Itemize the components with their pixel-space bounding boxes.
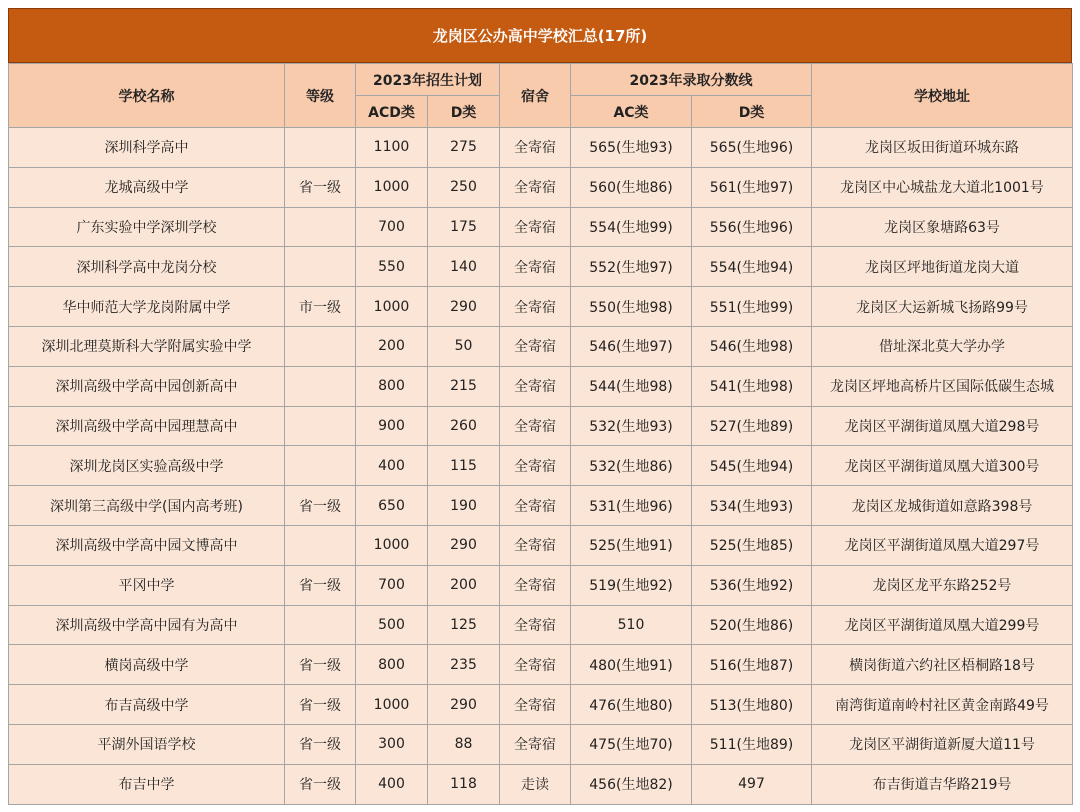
level-cell: 省一级	[285, 167, 356, 207]
address-cell: 龙岗区坂田街道环城东路	[812, 128, 1073, 168]
table-row	[9, 446, 1073, 486]
table-row	[9, 685, 1073, 725]
d-score-cell: 525(生地85)	[692, 525, 812, 565]
table-row	[9, 525, 1073, 565]
school-name-cell: 深圳北理莫斯科大学附属实验中学	[9, 326, 285, 366]
school-name-cell: 平湖外国语学校	[9, 724, 285, 764]
ac-score-cell: 476(生地80)	[571, 685, 692, 725]
address-cell: 南湾街道南岭村社区黄金南路49号	[812, 685, 1073, 725]
ac-score-cell: 531(生地96)	[571, 486, 692, 526]
level-cell: 省一级	[285, 486, 356, 526]
d-score-cell: 551(生地99)	[692, 287, 812, 327]
header-school-name: 学校名称	[9, 64, 285, 128]
table-row	[9, 287, 1073, 327]
school-name-cell: 深圳高级中学高中园创新高中	[9, 366, 285, 406]
address-cell: 横岗街道六约社区梧桐路18号	[812, 645, 1073, 685]
table-row	[9, 764, 1073, 804]
ac-score-cell: 550(生地98)	[571, 287, 692, 327]
acd-plan-cell: 400	[356, 446, 428, 486]
d-plan-cell: 50	[428, 326, 500, 366]
header-address: 学校地址	[812, 64, 1073, 128]
ac-score-cell: 552(生地97)	[571, 247, 692, 287]
dorm-cell: 全寄宿	[500, 406, 571, 446]
table-row	[9, 128, 1073, 168]
address-cell: 龙岗区龙平东路252号	[812, 565, 1073, 605]
dorm-cell: 全寄宿	[500, 446, 571, 486]
d-plan-cell: 250	[428, 167, 500, 207]
ac-score-cell: 456(生地82)	[571, 764, 692, 804]
acd-plan-cell: 400	[356, 764, 428, 804]
dorm-cell: 全寄宿	[500, 326, 571, 366]
address-cell: 龙岗区平湖街道凤凰大道299号	[812, 605, 1073, 645]
acd-plan-cell: 900	[356, 406, 428, 446]
dorm-cell: 全寄宿	[500, 287, 571, 327]
d-plan-cell: 215	[428, 366, 500, 406]
header-d-plan: D类	[428, 96, 500, 128]
acd-plan-cell: 700	[356, 565, 428, 605]
acd-plan-cell: 1000	[356, 167, 428, 207]
level-cell	[285, 446, 356, 486]
school-name-cell: 深圳科学高中龙岗分校	[9, 247, 285, 287]
school-name-cell: 深圳高级中学高中园文博高中	[9, 525, 285, 565]
ac-score-cell: 544(生地98)	[571, 366, 692, 406]
d-plan-cell: 275	[428, 128, 500, 168]
ac-score-cell: 510	[571, 605, 692, 645]
d-score-cell: 520(生地86)	[692, 605, 812, 645]
header-score-2023: 2023年录取分数线	[571, 64, 812, 96]
d-plan-cell: 115	[428, 446, 500, 486]
table-row	[9, 326, 1073, 366]
address-cell: 龙岗区中心城盐龙大道北1001号	[812, 167, 1073, 207]
level-cell: 省一级	[285, 764, 356, 804]
d-score-cell: 516(生地87)	[692, 645, 812, 685]
schools-summary-sheet	[8, 8, 1072, 805]
address-cell: 龙岗区平湖街道凤凰大道297号	[812, 525, 1073, 565]
header-plan-2023: 2023年招生计划	[356, 64, 500, 96]
dorm-cell: 全寄宿	[500, 525, 571, 565]
school-name-cell: 龙城高级中学	[9, 167, 285, 207]
acd-plan-cell: 550	[356, 247, 428, 287]
dorm-cell: 全寄宿	[500, 167, 571, 207]
d-score-cell: 561(生地97)	[692, 167, 812, 207]
table-row	[9, 724, 1073, 764]
ac-score-cell: 532(生地86)	[571, 446, 692, 486]
ac-score-cell: 480(生地91)	[571, 645, 692, 685]
ac-score-cell: 565(生地93)	[571, 128, 692, 168]
address-cell: 龙岗区龙城街道如意路398号	[812, 486, 1073, 526]
dorm-cell: 全寄宿	[500, 247, 571, 287]
table-row	[9, 645, 1073, 685]
level-cell: 省一级	[285, 724, 356, 764]
table-row	[9, 247, 1073, 287]
table-row	[9, 565, 1073, 605]
level-cell	[285, 207, 356, 247]
d-score-cell: 546(生地98)	[692, 326, 812, 366]
school-name-cell: 深圳科学高中	[9, 128, 285, 168]
dorm-cell: 全寄宿	[500, 486, 571, 526]
schools-table	[8, 63, 1073, 805]
d-plan-cell: 290	[428, 685, 500, 725]
address-cell: 龙岗区大运新城飞扬路99号	[812, 287, 1073, 327]
ac-score-cell: 546(生地97)	[571, 326, 692, 366]
acd-plan-cell: 700	[356, 207, 428, 247]
acd-plan-cell: 800	[356, 645, 428, 685]
address-cell: 龙岗区平湖街道新厦大道11号	[812, 724, 1073, 764]
address-cell: 龙岗区象塘路63号	[812, 207, 1073, 247]
acd-plan-cell: 1000	[356, 525, 428, 565]
address-cell: 龙岗区坪地街道龙岗大道	[812, 247, 1073, 287]
level-cell: 省一级	[285, 645, 356, 685]
d-score-cell: 556(生地96)	[692, 207, 812, 247]
dorm-cell: 全寄宿	[500, 685, 571, 725]
d-plan-cell: 88	[428, 724, 500, 764]
ac-score-cell: 532(生地93)	[571, 406, 692, 446]
header-acd: ACD类	[356, 96, 428, 128]
school-name-cell: 布吉中学	[9, 764, 285, 804]
level-cell	[285, 605, 356, 645]
table-title: 龙岗区公办高中学校汇总(17所)	[8, 8, 1072, 63]
school-name-cell: 华中师范大学龙岗附属中学	[9, 287, 285, 327]
d-score-cell: 497	[692, 764, 812, 804]
acd-plan-cell: 1000	[356, 685, 428, 725]
school-name-cell: 平冈中学	[9, 565, 285, 605]
level-cell	[285, 247, 356, 287]
level-cell	[285, 366, 356, 406]
level-cell: 市一级	[285, 287, 356, 327]
school-name-cell: 深圳龙岗区实验高级中学	[9, 446, 285, 486]
address-cell: 借址深北莫大学办学	[812, 326, 1073, 366]
d-score-cell: 554(生地94)	[692, 247, 812, 287]
d-score-cell: 541(生地98)	[692, 366, 812, 406]
d-score-cell: 513(生地80)	[692, 685, 812, 725]
ac-score-cell: 525(生地91)	[571, 525, 692, 565]
d-score-cell: 545(生地94)	[692, 446, 812, 486]
dorm-cell: 全寄宿	[500, 724, 571, 764]
school-name-cell: 深圳高级中学高中园理慧高中	[9, 406, 285, 446]
level-cell: 省一级	[285, 685, 356, 725]
school-name-cell: 横岗高级中学	[9, 645, 285, 685]
d-plan-cell: 290	[428, 525, 500, 565]
ac-score-cell: 560(生地86)	[571, 167, 692, 207]
acd-plan-cell: 650	[356, 486, 428, 526]
d-plan-cell: 118	[428, 764, 500, 804]
level-cell	[285, 525, 356, 565]
table-row	[9, 207, 1073, 247]
dorm-cell: 全寄宿	[500, 128, 571, 168]
d-plan-cell: 290	[428, 287, 500, 327]
table-row	[9, 366, 1073, 406]
header-ac-score: AC类	[571, 96, 692, 128]
d-plan-cell: 200	[428, 565, 500, 605]
acd-plan-cell: 1000	[356, 287, 428, 327]
ac-score-cell: 554(生地99)	[571, 207, 692, 247]
d-plan-cell: 125	[428, 605, 500, 645]
address-cell: 龙岗区平湖街道凤凰大道300号	[812, 446, 1073, 486]
dorm-cell: 全寄宿	[500, 366, 571, 406]
acd-plan-cell: 800	[356, 366, 428, 406]
d-score-cell: 534(生地93)	[692, 486, 812, 526]
table-row	[9, 486, 1073, 526]
dorm-cell: 全寄宿	[500, 645, 571, 685]
dorm-cell: 全寄宿	[500, 605, 571, 645]
acd-plan-cell: 300	[356, 724, 428, 764]
school-name-cell: 布吉高级中学	[9, 685, 285, 725]
dorm-cell: 走读	[500, 764, 571, 804]
level-cell	[285, 406, 356, 446]
d-score-cell: 511(生地89)	[692, 724, 812, 764]
d-score-cell: 527(生地89)	[692, 406, 812, 446]
d-plan-cell: 140	[428, 247, 500, 287]
school-name-cell: 深圳第三高级中学(国内高考班)	[9, 486, 285, 526]
school-name-cell: 深圳高级中学高中园有为高中	[9, 605, 285, 645]
d-score-cell: 565(生地96)	[692, 128, 812, 168]
address-cell: 龙岗区坪地高桥片区国际低碳生态城	[812, 366, 1073, 406]
header-d-score: D类	[692, 96, 812, 128]
ac-score-cell: 475(生地70)	[571, 724, 692, 764]
header-level: 等级	[285, 64, 356, 128]
ac-score-cell: 519(生地92)	[571, 565, 692, 605]
table-row	[9, 406, 1073, 446]
address-cell: 布吉街道吉华路219号	[812, 764, 1073, 804]
address-cell: 龙岗区平湖街道凤凰大道298号	[812, 406, 1073, 446]
school-name-cell: 广东实验中学深圳学校	[9, 207, 285, 247]
level-cell: 省一级	[285, 565, 356, 605]
acd-plan-cell: 500	[356, 605, 428, 645]
table-row	[9, 605, 1073, 645]
d-plan-cell: 260	[428, 406, 500, 446]
dorm-cell: 全寄宿	[500, 565, 571, 605]
level-cell	[285, 128, 356, 168]
d-plan-cell: 190	[428, 486, 500, 526]
d-plan-cell: 175	[428, 207, 500, 247]
acd-plan-cell: 1100	[356, 128, 428, 168]
dorm-cell: 全寄宿	[500, 207, 571, 247]
d-plan-cell: 235	[428, 645, 500, 685]
header-dorm: 宿舍	[500, 64, 571, 128]
d-score-cell: 536(生地92)	[692, 565, 812, 605]
acd-plan-cell: 200	[356, 326, 428, 366]
table-row	[9, 167, 1073, 207]
level-cell	[285, 326, 356, 366]
